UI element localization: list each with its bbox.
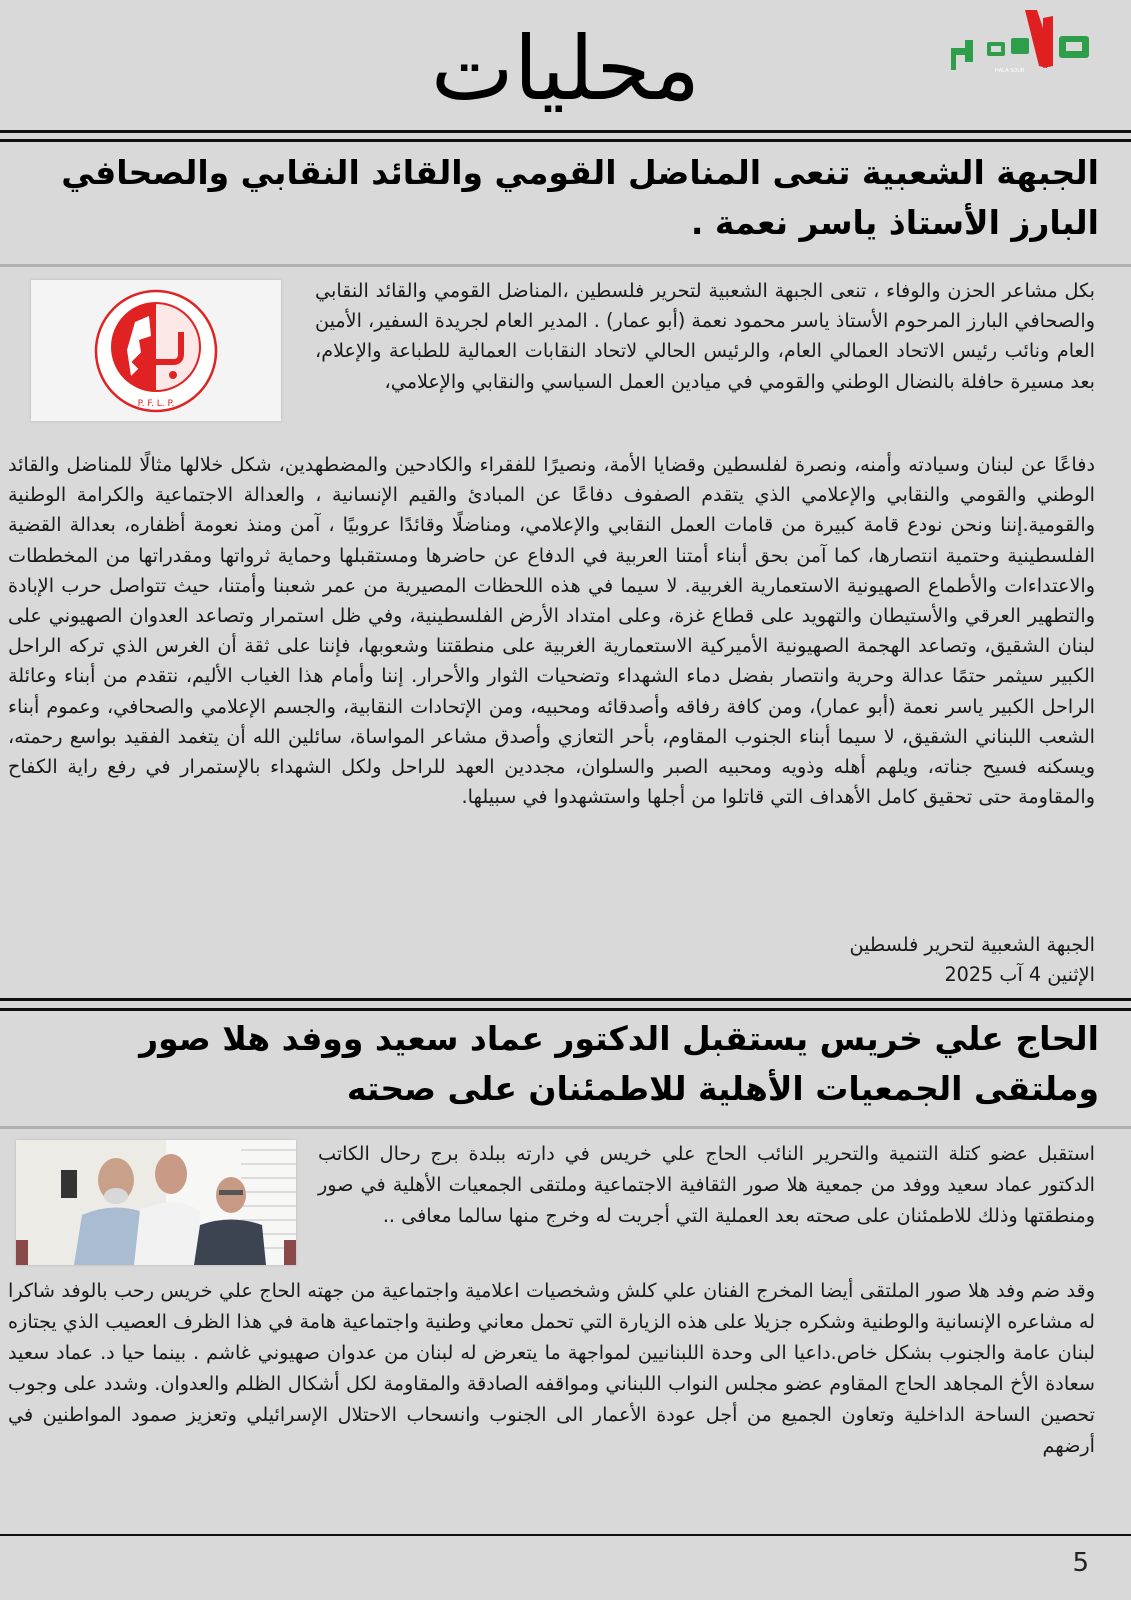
body-paragraph-text: وقد ضم وفد هلا صور الملتقى أيضا المخرج الفنان علي كلش وشخصيات اعلامية واجتماعية من جهته الحاج علي خريس رحب بالوفد شاكرا له مشاعره الإنسانية والوطنية وشكره جزيلا على هذه الزيارة التي تحمل معاني وطنية واجتماعية هامة في هذا الظرف العصيب الذي يجتازه لبنان عامة والجنوب بشكل خاص.داعيا الى وحدة اللبنانيين لمواجهة ما يتعرض له لبنان من عدوان صهيوني غاشم . بينما حيا د. عماد سعيد سعادة الأخ المجاهد الحاج المقاوم عضو مجلس النواب اللبناني ومواقفه الصادقة والمقاومة لكل أشكال الظلم والعدوان. وشدد على وجوب تحصين الساحة الداخلية وتعاون الجميع من أجل عودة الأعمار الى الجنوب وانسحاب الاحتلال الإسرائيلي وتعزيز صمود المواطنين في أرضهم bbox=[8, 1279, 1095, 1457]
footer-rule bbox=[0, 1534, 1131, 1536]
section-title: محليات bbox=[430, 17, 701, 120]
article-headline: الجبهة الشعبية تنعى المناضل القومي والقائد النقابي والصحافي البارز الأستاذ ياسر نعمة . bbox=[61, 153, 1099, 242]
headline-divider bbox=[0, 264, 1131, 267]
article-body-paragraph bbox=[8, 450, 1095, 812]
lead-paragraph-text: بكل مشاعر الحزن والوفاء ، تنعى الجبهة الشعبية لتحرير فلسطين ،المناضل القومي والقائد النقابي والصحافي البارز المرحوم الأستاذ ياسر محمود نعمة (أبو عمار) . المدير العام لجريدة السفير، الأمين العام ونائب رئيس الاتحاد العمالي العام، والرئيس الحالي لاتحاد النقابات العمالية للطباعة والإعلام، بعد مسيرة حافلة بالنضال الوطني والقومي في ميادين العمل السياسي والنقابي والإعلامي، bbox=[315, 279, 1095, 393]
article-separator-bottom bbox=[0, 1008, 1131, 1011]
pflp-letters: P. F. L. P. bbox=[137, 399, 175, 409]
group-photo bbox=[16, 1140, 296, 1265]
page-number: 5 bbox=[1072, 1548, 1089, 1578]
logo-lam-alif-red bbox=[1025, 10, 1053, 68]
headline-divider bbox=[0, 1126, 1131, 1129]
logo-letters-green-right bbox=[1059, 36, 1089, 58]
article-lead-paragraph bbox=[318, 1138, 1095, 1231]
group-photo-illustration bbox=[16, 1140, 296, 1265]
logo-tagline: HALA SOUR bbox=[995, 68, 1025, 74]
header-rule-top bbox=[0, 130, 1131, 133]
lead-paragraph-text: استقبل عضو كتلة التنمية والتحرير النائب الحاج علي خريس في دارته ببلدة برج رحال الكاتب الدكتور عماد سعيد ووفد من جمعية هلا صور الثقافية الاجتماعية وملتقى الجمعيات الأهلية في صور ومنطقتها وذلك للاطمئنان على صحته بعد العملية التي أجريت له وخرج منها سالما معافى .. bbox=[318, 1142, 1095, 1227]
article-separator-top bbox=[0, 998, 1131, 1001]
page-header bbox=[0, 0, 1131, 132]
pflp-logo-image bbox=[31, 280, 281, 421]
article-headline: الحاج علي خريس يستقبل الدكتور عماد سعيد ووفد هلا صور وملتقى الجمعيات الأهلية للاطمئنان على صحته bbox=[139, 1019, 1099, 1108]
header-rule-bottom bbox=[0, 139, 1131, 142]
article-signature: الجبهة الشعبية لتحرير فلسطين bbox=[849, 933, 1095, 956]
article-lead-paragraph bbox=[315, 276, 1095, 397]
body-paragraph-text: دفاعًا عن لبنان وسيادته وأمنه، ونصرة لفلسطين وقضايا الأمة، ونصيرًا للفقراء والكادحين والمضطهدين، شكل خلالها مثالًا للمناضل والقائد الوطني والقومي والنقابي والإعلامي الذي يتقدم الصفوف دفاعًا عن المبادئ والقيم الإنسانية ، والعدالة الاجتماعية والكرامة الوطنية والقومية.إننا ونحن نودع قامة كبيرة من قامات العمل النقابي والإعلامي، ومناضلًا وقائدًا عروبيًا ، آمن ومنذ نعومة أظفاره، بعدالة القضية الفلسطينية وحتمية انتصارها، كما آمن بحق أبناء أمتنا العربية في الدفاع عن حاضرها ومستقبلها وحماية ثرواتها ومقدراتها من المخططات والاعتداءات والأطماع الصهيونية الاستعمارية الغربية. لا سيما في هذه اللحظات المصيرية من عمر شعبنا وأمتنا، حيث تتواصل حرب الإبادة والتطهير العرقي والأستيطان والتهويد على قطاع غزة، وعلى امتداد الأرض الفلسطينية، وفي ظل استمرار وتصاعد العدوان الصهيوني على لبنان الشقيق، وتصاعد الهجمة الصهيونية الأميركية الاستعمارية الغربية على منطقتنا وشعوبها، فإننا على ثقة أن الغرس الذي تركه الراحل الكبير سيثمر حتمًا عدالة وحرية وانتصار بفضل دماء الشهداء وتضحيات الثوار والأحرار. إننا وأمام هذا الغياب الأليم، نتقدم من أبناء وعائلة الراحل الكبير ياسر نعمة (أبو عمار)، ومن كافة رفاقه وأصدقائه ومحبيه، ومن الإتحادات النقابية، والجسم الإعلامي والصحافي، وعموم أبناء الشعب اللبناني الشقيق، لا سيما أبناء الجنوب المقاوم، بأحر التعازي وأصدق مشاعر المواساة، سائلين الله أن يتغمد الفقيد بواسع رحمته، ويسكنه فسيح جناته، ويلهم أهله وذويه ومحبيه الصبر والسلوان، مجددين العهد للراحل ولكل الشهداء بالإستمرار في رفع راية الكفاح والمقاومة حتى تحقيق كامل الأهداف التي قاتلوا من أجلها واستشهدوا في سبيلها. bbox=[8, 453, 1095, 809]
hala-sour-logo bbox=[947, 8, 1097, 74]
logo-letters-green-left bbox=[951, 38, 1029, 70]
article-date: الإثنين 4 آب 2025 bbox=[944, 963, 1095, 986]
article-body-paragraph bbox=[8, 1275, 1095, 1461]
pflp-emblem bbox=[31, 280, 281, 421]
